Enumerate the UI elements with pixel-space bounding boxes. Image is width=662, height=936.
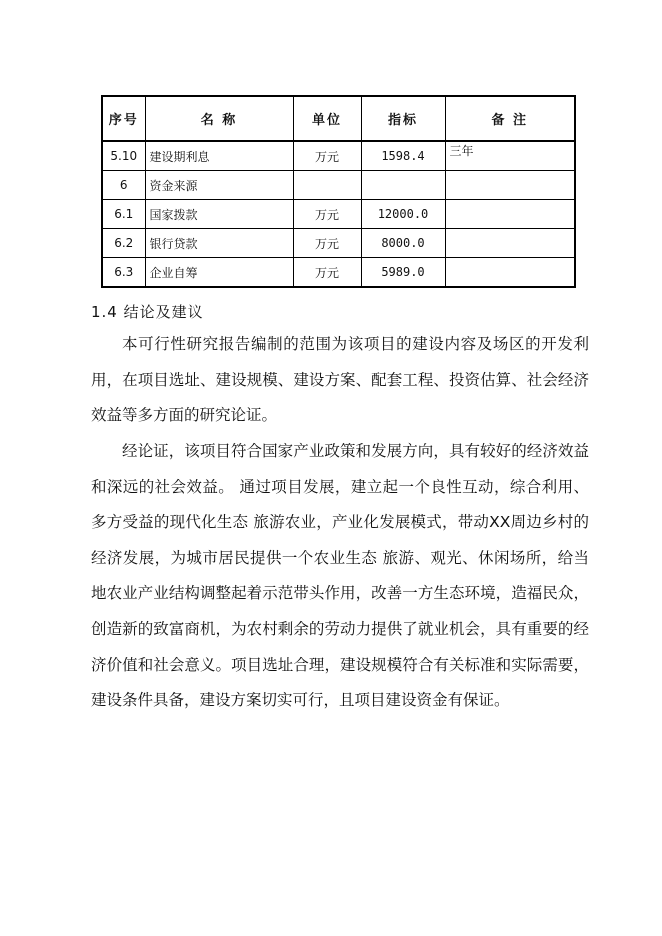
- table-row: [102, 258, 575, 288]
- cell-no: 6: [102, 171, 145, 200]
- table-row: [102, 229, 575, 258]
- cell-name: 银行贷款: [145, 229, 293, 258]
- cell-name: 资金来源: [145, 171, 293, 200]
- table-header-row: [102, 96, 575, 141]
- paragraph-scope: 本可行性研究报告编制的范围为该项目的建设内容及场区的开发利用，在项目选址、建设规模、建设方案、配套工程、投资估算、社会经济效益等多方面的研究论证。: [91, 335, 589, 425]
- cell-note: [445, 171, 575, 200]
- table-row: [102, 200, 575, 229]
- section-heading: 1.4 结论及建议: [91, 303, 204, 321]
- cell-no: 5.10: [102, 141, 145, 171]
- cell-value: [361, 171, 445, 200]
- cell-note: [445, 258, 575, 288]
- table-row: [102, 171, 575, 200]
- cell-note: 三年: [445, 141, 575, 171]
- cell-unit: 万元: [293, 229, 361, 258]
- cell-note: [445, 200, 575, 229]
- header-indicator: 指标: [361, 96, 445, 141]
- table-row: [102, 141, 575, 171]
- header-no: 序号: [102, 96, 145, 141]
- cell-no: 6.3: [102, 258, 145, 288]
- paragraph-conclusion: 经论证，该项目符合国家产业政策和发展方向，具有较好的经济效益和深远的社会效益。 通过项目发展，建立起一个良性互动，综合利用、多方受益的现代化生态 旅游农业，产业化发展模式，带动XX周边乡村的经济发展，为城市居民提供一个农业生态 旅游、观光、休闲场所，给当地农业产业结构调整起着示范带头作用，改善一方生态环境，造福民众，创造新的致富商机，为农村剩余的劳动力提供了就业机会，具有重要的经济价值和社会意义。项目选址合理，建设规模符合有关标准和实际需要，建设条件具备，建设方案切实可行，且项目建设资金有保证。: [91, 442, 589, 710]
- cell-no: 6.1: [102, 200, 145, 229]
- cell-value: 12000.0: [361, 200, 445, 229]
- cell-name: 建设期利息: [145, 141, 293, 171]
- indicator-table-container: [101, 95, 574, 288]
- header-note: 备 注: [445, 96, 575, 141]
- cell-note: [445, 229, 575, 258]
- indicator-table: [101, 95, 576, 288]
- cell-unit: 万元: [293, 200, 361, 229]
- cell-value: 8000.0: [361, 229, 445, 258]
- cell-unit: 万元: [293, 258, 361, 288]
- cell-name: 企业自筹: [145, 258, 293, 288]
- cell-unit: [293, 171, 361, 200]
- cell-unit: 万元: [293, 141, 361, 171]
- cell-name: 国家拨款: [145, 200, 293, 229]
- cell-value: 1598.4: [361, 141, 445, 171]
- header-name: 名 称: [145, 96, 293, 141]
- cell-no: 6.2: [102, 229, 145, 258]
- cell-value: 5989.0: [361, 258, 445, 288]
- header-unit: 单位: [293, 96, 361, 141]
